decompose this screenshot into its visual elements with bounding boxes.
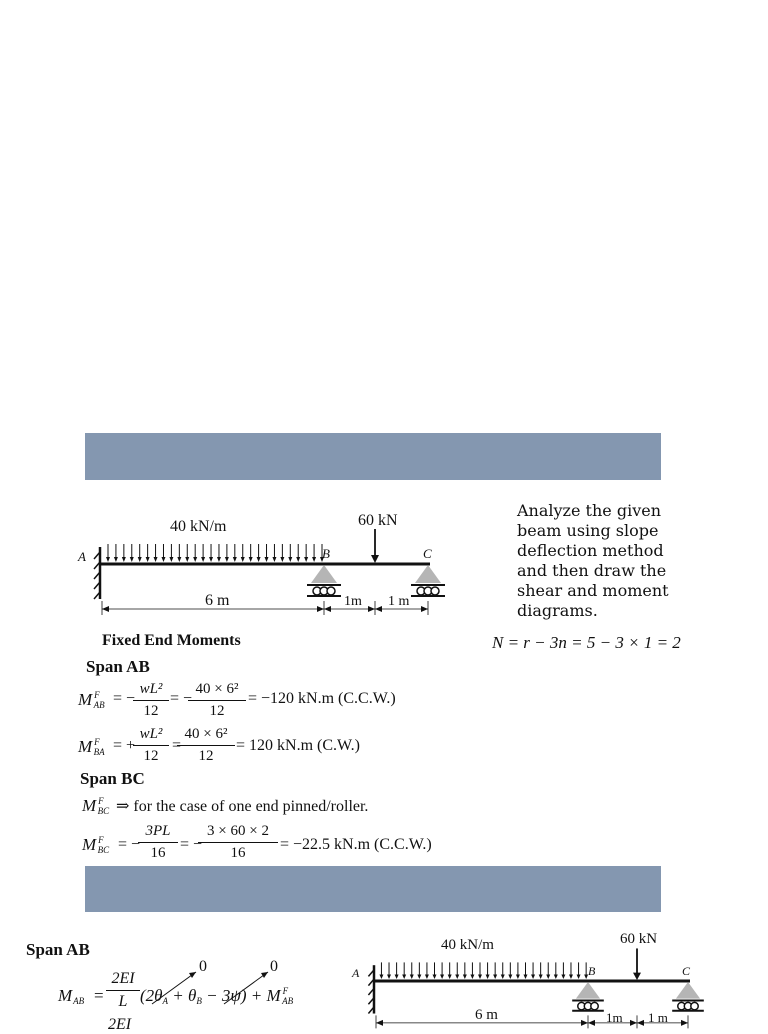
moment-bc-symbol: M $^F_{BC}$ bbox=[82, 796, 110, 816]
distributed-load-label: 40 kN/m bbox=[170, 518, 227, 535]
beam2-support-b-roller bbox=[591, 1002, 598, 1009]
beam2-udl-arrowhead bbox=[455, 974, 459, 979]
span-bc-heading: Span BC bbox=[80, 769, 145, 788]
eq3-text: ⇒ for the case of one end pinned/roller. bbox=[116, 798, 369, 815]
node-b-label: B bbox=[322, 546, 330, 561]
dimension-b-load-label-2: 1m bbox=[606, 1010, 623, 1025]
beam2-udl-arrowhead bbox=[493, 974, 497, 979]
fem-heading: Fixed End Moments bbox=[102, 632, 241, 649]
beam2-udl-arrowhead bbox=[425, 974, 429, 979]
beam2-udl-arrowhead bbox=[448, 974, 452, 979]
beam2-udl-arrowhead bbox=[501, 974, 505, 979]
beam2-udl-arrowhead bbox=[561, 974, 565, 979]
point-load-label: 60 kN bbox=[358, 512, 398, 529]
beam2-udl-arrowhead bbox=[531, 974, 535, 979]
beam2-udl-arrowhead bbox=[516, 974, 520, 979]
dimension-ab-label: 6 m bbox=[205, 592, 230, 609]
node-c-label-2: C bbox=[682, 964, 691, 978]
dimension-load-c-label-2: 1 m bbox=[648, 1010, 668, 1025]
beam2-support-c bbox=[676, 982, 700, 999]
beam2-point-load-arrowhead bbox=[633, 973, 641, 980]
beam2-udl-arrowhead bbox=[523, 974, 527, 979]
beam2-dimension-arrow bbox=[588, 1020, 595, 1026]
eq2-sign-2: = bbox=[172, 737, 182, 754]
beam2-dimension-arrow bbox=[376, 1020, 383, 1026]
slope-eq-expression: $(2\theta_A + \theta_B - 3\psi) + M$ $^F_{AB}$ bbox=[140, 986, 294, 1006]
node-a-label-2: A bbox=[352, 966, 360, 980]
node-a-label: A bbox=[78, 549, 86, 564]
eq2-fraction-numeric: 40 × 6² 12 bbox=[177, 726, 235, 765]
dimension-b-load-label: 1m bbox=[344, 594, 362, 609]
eq1-fraction-numeric: 40 × 6² 12 bbox=[188, 681, 246, 720]
moment-bc-symbol-2: M $^F_{BC}$ bbox=[82, 835, 110, 855]
beam2-support-b bbox=[576, 982, 600, 999]
slope-eq-sign: = bbox=[94, 986, 104, 1005]
problem-statement: Analyze the given beam using slope deflection method and then draw the shear and moment diagrams. bbox=[517, 501, 669, 620]
beam2-udl-arrowhead bbox=[395, 974, 399, 979]
beam2-udl-arrowhead bbox=[569, 974, 573, 979]
beam2-udl-arrowhead bbox=[402, 974, 406, 979]
eq4-sign-2: = − bbox=[180, 836, 203, 853]
span-ab-heading-2: Span AB bbox=[26, 940, 90, 959]
beam2-udl-arrowhead bbox=[417, 974, 421, 979]
eq1-fraction-symbolic: wL² 12 bbox=[133, 681, 169, 720]
beam2-udl-arrowhead bbox=[478, 974, 482, 979]
eq1-sign: = − bbox=[113, 690, 136, 707]
beam2-udl-arrowhead bbox=[470, 974, 474, 979]
slope-eq-fraction: 2EI L bbox=[106, 970, 140, 1011]
beam2-udl-arrowhead bbox=[546, 974, 550, 979]
eq1-sign-2: = − bbox=[170, 690, 193, 707]
moment-ab-slope-symbol: $M_{AB}$ bbox=[58, 986, 85, 1006]
eq4-fraction-symbolic: 3PL 16 bbox=[138, 823, 178, 862]
node-c-label: C bbox=[423, 546, 432, 561]
beam2-udl-arrowhead bbox=[486, 974, 490, 979]
eq2-result: = 120 kN.m (C.W.) bbox=[236, 737, 360, 754]
beam2-dimension-arrow bbox=[630, 1020, 637, 1026]
beam2-udl-arrowhead bbox=[387, 974, 391, 979]
moment-ab-symbol: M $^F_{AB}$ bbox=[78, 690, 105, 710]
eq2-fraction-symbolic: wL² 12 bbox=[133, 726, 169, 765]
dimension-ab-label-2: 6 m bbox=[475, 1007, 498, 1023]
zero-annotation-2: 0 bbox=[270, 958, 278, 975]
point-load-label-2: 60 kN bbox=[620, 931, 658, 947]
distributed-load-label-2: 40 kN/m bbox=[441, 937, 494, 953]
beam2-dimension-arrow bbox=[681, 1020, 688, 1026]
cut-off-text: 2EI bbox=[108, 1016, 132, 1033]
beam2-dimension-arrow bbox=[637, 1020, 644, 1026]
beam2-udl-arrowhead bbox=[440, 974, 444, 979]
moment-ba-symbol: M $^F_{BA}$ bbox=[78, 737, 105, 757]
beam2-udl-arrowhead bbox=[554, 974, 558, 979]
eq4-sign: = − bbox=[118, 836, 141, 853]
degree-of-freedom-equation: N = r − 3n = 5 − 3 × 1 = 2 bbox=[492, 633, 681, 652]
zero-annotation-1: 0 bbox=[199, 958, 207, 975]
beam2-dimension-arrow bbox=[581, 1020, 588, 1026]
beam2-udl-arrowhead bbox=[433, 974, 437, 979]
eq1-result: = −120 kN.m (C.C.W.) bbox=[248, 690, 396, 707]
beam2-udl-arrowhead bbox=[410, 974, 414, 979]
beam2-udl-arrowhead bbox=[577, 974, 581, 979]
eq2-sign: = + bbox=[113, 737, 136, 754]
beam2-udl-arrowhead bbox=[463, 974, 467, 979]
beam2-udl-arrowhead bbox=[379, 974, 383, 979]
eq4-result: = −22.5 kN.m (C.C.W.) bbox=[280, 836, 432, 853]
span-ab-heading: Span AB bbox=[86, 657, 150, 676]
beam2-udl-arrowhead bbox=[508, 974, 512, 979]
node-b-label-2: B bbox=[588, 964, 596, 978]
dimension-load-c-label: 1 m bbox=[388, 594, 410, 609]
beam2-udl-arrowhead bbox=[539, 974, 543, 979]
beam2-support-c-roller bbox=[691, 1002, 698, 1009]
eq4-fraction-numeric: 3 × 60 × 2 16 bbox=[198, 823, 278, 862]
